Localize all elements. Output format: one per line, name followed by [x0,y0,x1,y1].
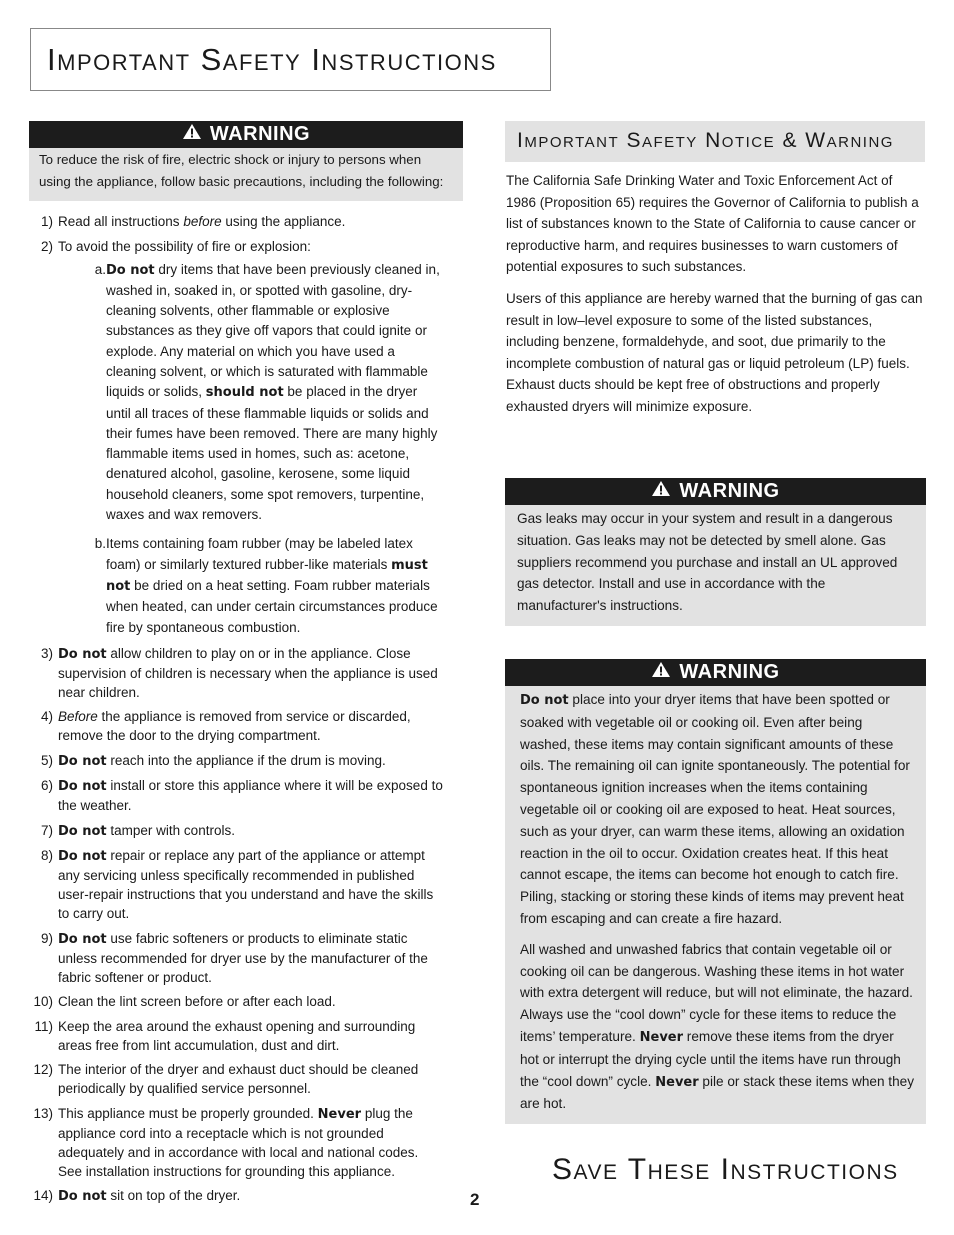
left-warning-text: To reduce the risk of fire, electric shock or injury to persons when using the appliance, follow basic precautions, including the following: [29,148,463,201]
page-title: Important Safety Instructions [47,42,497,77]
warning-header: WARNING [29,121,463,148]
sub-item: b. Items containing foam rubber (may be labeled latex foam) or similarly textured rubber-like materials must not be dried on a heat setting. Foam rubber materials when heated, can under certain circumstances produce fire by spontaneous combustion. [94,536,438,635]
warning-triangle-icon [651,661,671,684]
notice-paragraph: The California Safe Drinking Water and Toxic Enforcement Act of 1986 (Proposition 65) requires the Governor of California to publish a list of substances known to the State of California to cause cancer or reproductive harm, and requires businesses to warn customers of potential exposures to such substances. [506,173,919,274]
list-item: 3) Do not allow children to play on or in the appliance. Close supervision of children is necessary when the appliance is used near children. [40,645,438,700]
list-item: 12) The interior of the dryer and exhaust duct should be cleaned periodically by qualified service personnel. [33,1062,419,1097]
save-instructions-title: Save These Instructions [552,1153,899,1186]
list-item: 1) Read all instructions before using the appliance. [40,214,346,229]
oil-warning-box [505,659,926,1124]
left-warning-box [29,121,463,201]
warning-header: WARNING [505,478,926,505]
notice-title-box [505,121,925,162]
notice-paragraph: Users of this appliance are hereby warned that the burning of gas can result in low–level exposure to some of the listed substances, including benzene, formaldehyde, and soot, due primarily to the incomplete combustion of natural gas or liquid petroleum (LP) fuels. Exhaust ducts should be kept free of obstructions and properly exhausted dryers will minimize exposure. [506,291,923,414]
oil-warning-text [505,686,926,1124]
list-item: 7) Do not tamper with controls. [40,822,235,839]
gas-warning-text: Gas leaks may occur in your system and result in a dangerous situation. Gas leaks may not be detected by smell alone. Gas suppliers recommend you purchase and install an UL approved gas detector. Install and use in accordance with the manufacturer's instructions. [505,505,926,626]
sub-item: a. Do not dry items that have been previously cleaned in, washed in, soaked in, or spotted with gasoline, dry-cleaning solvents, other flammable or explosive substances as they give off vapors that could ignite or explode. Any material on which you have used a cleaning solvent, or which is saturated with flammable liquids or solids, should not be placed in the dryer until all traces of these flammable liquids or solids and their fumes have been removed. There are many highly flammable items used in homes, such as: acetone, denatured alcohol, gasoline, kerosene, some liquid household cleaners, some spot removers, turpentine, waxes and wax removers. [94,261,440,523]
gas-warning-box [505,478,926,626]
list-item: 10) Clean the lint screen before or after each load. [33,994,336,1010]
warning-triangle-icon [182,123,202,146]
page-number: 2 [470,1190,480,1209]
list-item: 2) To avoid the possibility of fire or explosion: a. Do not dry items that have been previously cleaned in, washed in, soaked in, or spotted with gasoline, dry-cleaning solvents, other flammable or explosive substances as they give off vapors that could ignite or explode. Any material on which you have used a cleaning solvent, or which is saturated with flammable liquids or solids, should not be placed in the dryer until all traces of these flammable liquids or solids and their fumes have been removed. There are many highly flammable items used in homes, such as: acetone, denatured alcohol, gasoline, kerosene, some liquid household cleaners, some spot removers, turpentine, waxes and wax removers. b. Items containing foam rubber (may be labeled latex foam) or similarly textured rubber-like materials must not be dried on a heat setting. Foam rubber materials when heated, can under certain circumstances produce fire by spontaneous combustion. [30,237,443,638]
list-item: 5) Do not reach into the appliance if the drum is moving. [40,752,386,769]
safety-list [30,212,443,1212]
list-item: 6) Do not install or store this appliance where it will be exposed to the weather. [40,778,443,814]
list-item: 8) Do not repair or replace any part of the appliance or attempt any servicing unless specifically recommended in published user-repair instructions that you understand and have the skills to carry out. [40,848,434,922]
list-item: 14) Do not sit on top of the dryer. [33,1188,241,1205]
list-item: 11) Keep the area around the exhaust opening and surrounding areas free from lint accumulation, dust and dirt. [34,1018,416,1053]
oil-warning-paragraph: Do not place into your dryer items that have been spotted or soaked with vegetable oil or cooking oil. Even after being washed, these items may contain significant amounts of these oils. The remaining oil can ignite spontaneously. The potential for spontaneous ignition increases when the items containing vegetable oil or cooking oil are exposed to heat. Heat sources, such as your dryer, can warm these items, allowing an oxidation reaction in the oil to occur. Oxidation creates heat. If this heat cannot escape, the items can become hot enough to catch fire. Piling, stacking or storing these kinds of items may prevent heat from escaping and can create a fire hazard. [520,692,910,926]
oil-warning-paragraph: All washed and unwashed fabrics that contain vegetable oil or cooking oil can be dangerous. Washing these items in hot water with extra detergent will reduce, but will not eliminate, the hazard. Always use the “cool down” cycle for these items to reduce the items’ temperature. Never remove these items from the dryer hot or interrupt the drying cycle until the items have run through the “cool down” cycle. Never pile or stack these items when they are hot. [520,941,914,1112]
warning-triangle-icon [651,480,671,503]
list-item: 9) Do not use fabric softeners or products to eliminate static unless recommended for dryer use by the manufacturer of the fabric softener or product. [40,930,428,985]
list-item: 13) This appliance must be properly grounded. Never plug the appliance cord into a receptacle which is not grounded adequately and in accordance with local and national codes. See installation instructions for grounding this appliance. [33,1105,419,1179]
title-box [30,28,551,91]
notice-title: Important Safety Notice & Warning [517,129,894,152]
warning-header: WARNING [505,659,926,686]
list-item: 4) Before the appliance is removed from service or discarded, remove the door to the drying compartment. [40,709,411,744]
